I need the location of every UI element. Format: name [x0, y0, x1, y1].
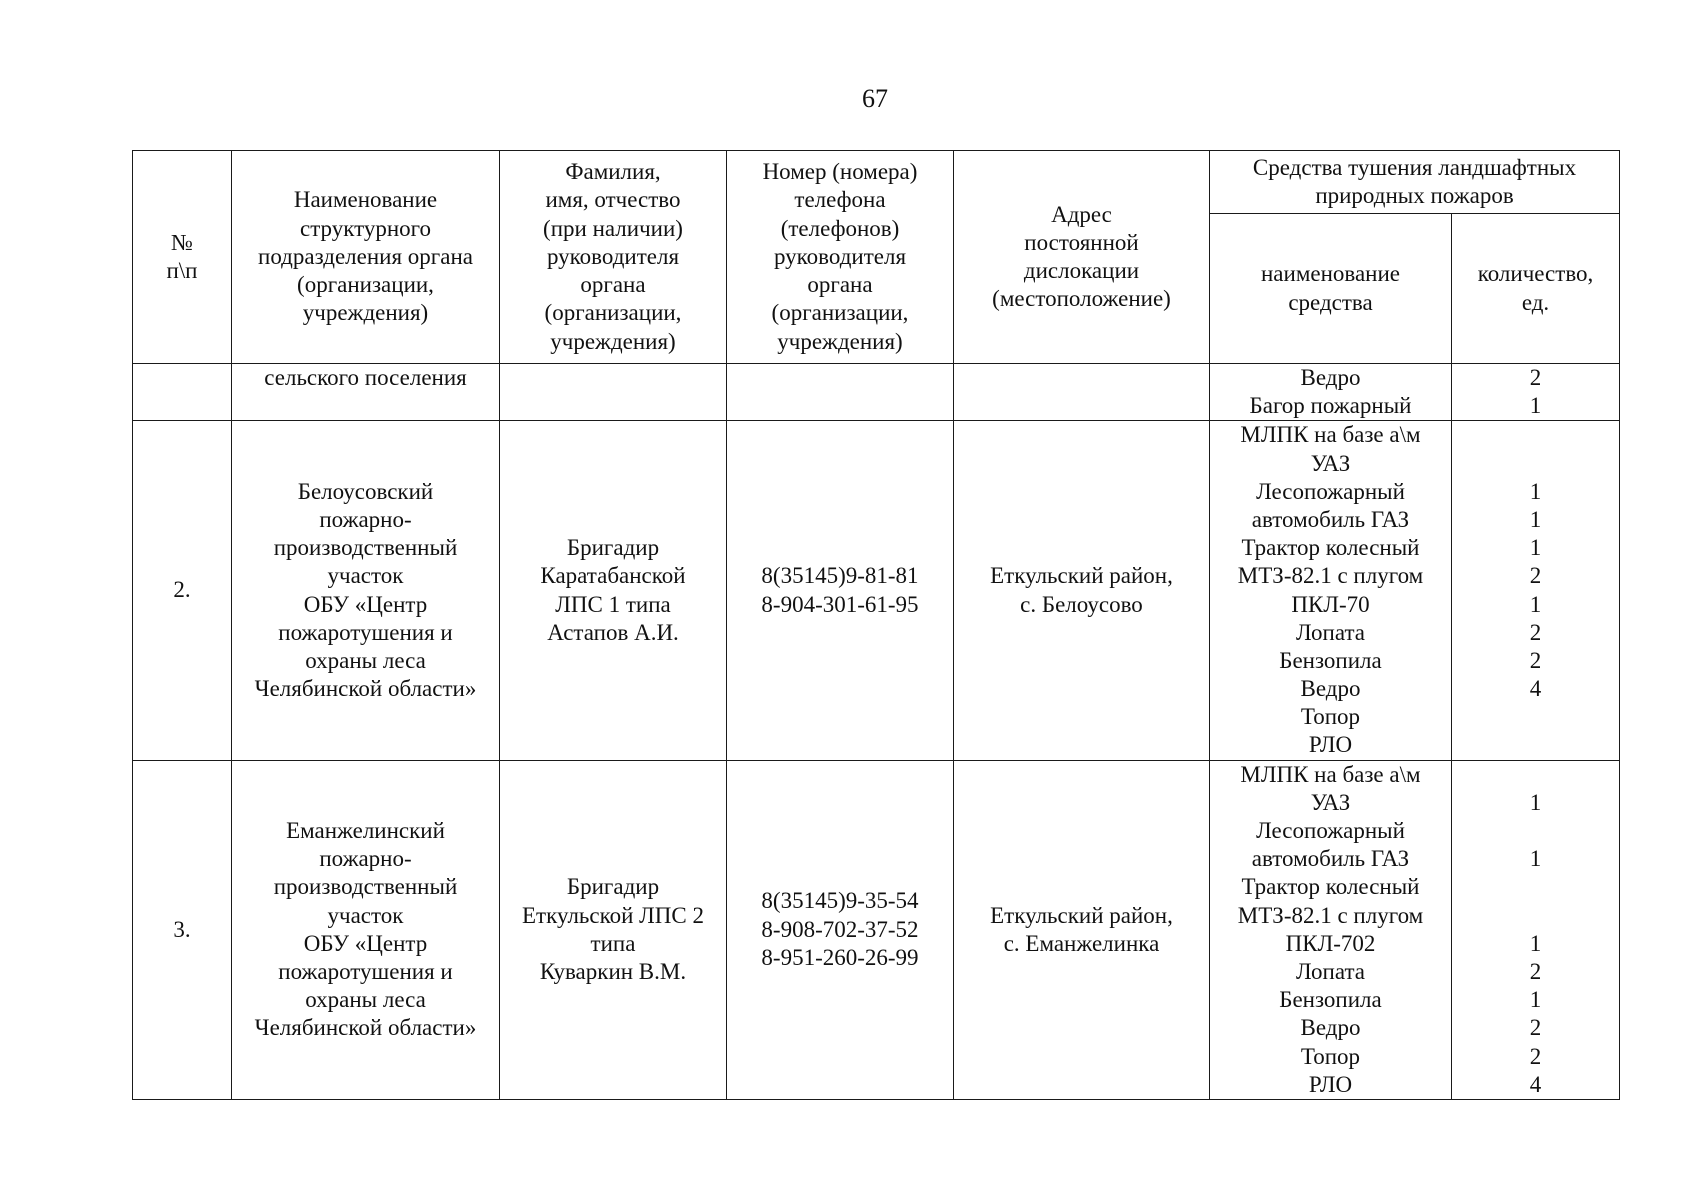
qty-item: 2	[1529, 563, 1542, 589]
row-address	[954, 364, 1210, 421]
means-item: ПКЛ-70	[1291, 591, 1370, 617]
header-line: ед.	[1521, 289, 1550, 315]
means-item: Лесопожарный	[1256, 818, 1405, 843]
row-head	[500, 421, 727, 760]
row-name-line: пожаротушения и	[278, 619, 453, 645]
row-name-line: пожарно-	[319, 506, 412, 532]
means-item: автомобиль ГАЗ	[1251, 846, 1410, 872]
row-head	[500, 760, 727, 1099]
header-address	[954, 151, 1210, 364]
row-name-line: производственный	[273, 874, 458, 900]
row-phones	[727, 364, 954, 421]
row-name-line: пожарно-	[319, 846, 412, 872]
header-line: наименование	[1261, 261, 1400, 287]
header-line: органа	[807, 272, 873, 298]
header-line: (организации,	[297, 272, 434, 298]
means-item: Лесопожарный	[1256, 478, 1405, 504]
header-line: учреждения)	[777, 328, 903, 354]
row-num-value: 3.	[173, 916, 191, 942]
means-item: МЛПК на базе а\м	[1240, 761, 1421, 787]
row-name-line: производственный	[273, 535, 458, 561]
qty-item: 1	[1529, 789, 1542, 815]
means-item: Лопата	[1296, 958, 1365, 984]
qty-item: 1	[1529, 506, 1542, 532]
header-line: (организации,	[544, 300, 682, 326]
qty-item: 1	[1529, 393, 1542, 419]
row-name-line: участок	[327, 902, 404, 928]
row-phones-line: 8(35145)9-81-81	[761, 563, 919, 589]
qty-item	[1452, 761, 1619, 789]
header-line: Фамилия,	[565, 159, 661, 185]
row-head-line: Бригадир	[566, 535, 660, 561]
row-head	[500, 364, 727, 421]
row-name-line: участок	[327, 563, 404, 589]
header-line: Средства тушения ландшафтных	[1252, 154, 1577, 180]
qty-item	[1452, 817, 1619, 845]
means-item: Ведро	[1300, 365, 1361, 390]
row-head-line: типа	[590, 930, 636, 956]
means-item: РЛО	[1308, 732, 1353, 758]
row-address	[954, 421, 1210, 760]
means-item: Трактор колесный	[1241, 874, 1420, 900]
header-head	[500, 151, 727, 364]
means-item: МЛПК на базе а\м	[1240, 422, 1421, 448]
row-head-line: Астапов А.И.	[547, 619, 679, 645]
row-qty	[1452, 421, 1620, 760]
row-name-line: пожаротушения и	[278, 958, 453, 984]
means-item: РЛО	[1308, 1071, 1353, 1097]
header-means-name	[1210, 214, 1452, 364]
row-name	[232, 421, 500, 760]
qty-item: 2	[1529, 1043, 1542, 1069]
row-address-line: Еткульский район,	[990, 563, 1173, 589]
row-qty	[1452, 760, 1620, 1099]
row-phones-line: 8-904-301-61-95	[761, 591, 919, 617]
header-phone	[727, 151, 954, 364]
header-line: (при наличии)	[543, 215, 683, 241]
row-num-value: 2.	[173, 577, 191, 603]
qty-item	[1452, 703, 1619, 731]
means-item: Багор пожарный	[1249, 393, 1412, 419]
row-name-line: Еманжелинский	[286, 817, 445, 843]
row-phones	[727, 760, 954, 1099]
means-item: Ведро	[1300, 676, 1361, 702]
means-item: автомобиль ГАЗ	[1251, 506, 1410, 532]
row-num	[133, 364, 232, 421]
qty-item: 1	[1529, 846, 1542, 872]
qty-item: 2	[1529, 958, 1542, 984]
row-means	[1210, 760, 1452, 1099]
means-item: Топор	[1300, 1043, 1361, 1069]
qty-item: 1	[1529, 987, 1542, 1013]
qty-item	[1452, 731, 1619, 759]
row-name-line: ОБУ «Центр	[303, 930, 428, 956]
header-line: имя, отчество	[545, 187, 681, 213]
row-qty	[1452, 364, 1620, 421]
row-num	[133, 421, 232, 760]
qty-item: 1	[1529, 591, 1542, 617]
row-head-line: Куваркин В.М.	[539, 958, 687, 984]
means-item: Ведро	[1300, 1015, 1361, 1041]
page-number: 67	[862, 84, 888, 113]
row-address-line: Еткульский район,	[990, 902, 1173, 928]
header-line: постоянной	[1024, 229, 1139, 255]
header-line: (организации,	[771, 300, 909, 326]
row-head-line: Бригадир	[566, 874, 660, 900]
means-item: МТЗ-82.1 с плугом	[1237, 902, 1424, 928]
means-item: Бензопила	[1279, 987, 1382, 1013]
header-line: природных пожаров	[1315, 183, 1514, 208]
means-item: Лопата	[1296, 619, 1365, 645]
qty-item	[1452, 873, 1619, 901]
fire-means-table	[132, 150, 1620, 1100]
table-row	[133, 421, 1620, 760]
row-head-line: ЛПС 1 типа	[555, 591, 671, 617]
header-line: дислокации	[1023, 258, 1140, 283]
header-line: руководителя	[546, 243, 680, 269]
row-head-line: Еткульской ЛПС 2	[522, 902, 704, 928]
row-name-line: Челябинской области»	[254, 1015, 477, 1041]
row-name-line: ОБУ «Центр	[303, 591, 428, 617]
qty-item: 1	[1529, 535, 1542, 561]
qty-item: 4	[1529, 676, 1542, 702]
header-line: органа	[580, 272, 646, 298]
header-num	[133, 151, 232, 364]
row-name-line: Белоусовский	[297, 478, 434, 504]
row-address-line: с. Еманжелинка	[1003, 930, 1160, 956]
qty-item: 2	[1529, 619, 1542, 645]
row-name-line: Челябинской области»	[254, 676, 477, 702]
qty-item: 2	[1529, 647, 1542, 673]
qty-item: 2	[1529, 1015, 1542, 1041]
row-address	[954, 760, 1210, 1099]
row-name-line: охраны леса	[305, 987, 426, 1013]
means-item: УАЗ	[1310, 789, 1351, 815]
header-line: руководителя	[773, 243, 907, 269]
row-phones-line: 8(35145)9-35-54	[761, 888, 919, 914]
header-name	[232, 151, 500, 364]
row-num	[133, 760, 232, 1099]
means-item: Топор	[1300, 704, 1361, 730]
means-item: УАЗ	[1310, 450, 1351, 476]
row-address-line: с. Белоусово	[1020, 591, 1143, 617]
means-item: Бензопила	[1279, 647, 1382, 673]
qty-item: 1	[1529, 478, 1542, 504]
qty-item	[1452, 421, 1619, 449]
header-line: средства	[1288, 289, 1373, 315]
row-name-line: охраны леса	[305, 647, 426, 673]
means-item: ПКЛ-702	[1285, 930, 1376, 956]
header-line: структурного	[299, 215, 432, 241]
means-item: Трактор колесный	[1241, 535, 1420, 561]
row-phones-line: 8-908-702-37-52	[761, 916, 919, 942]
header-line: (местоположение)	[992, 286, 1171, 312]
header-line: учреждения)	[550, 328, 676, 354]
header-line: Номер (номера)	[762, 159, 918, 185]
row-name	[232, 364, 500, 421]
header-line: подразделения органа	[258, 243, 473, 269]
header-line: телефона	[794, 187, 886, 213]
row-phones-line: 8-951-260-26-99	[761, 944, 919, 970]
qty-item	[1452, 902, 1619, 930]
qty-item: 1	[1529, 930, 1542, 956]
qty-item: 4	[1529, 1071, 1542, 1097]
header-line: Адрес	[1051, 201, 1112, 227]
header-line: Наименование	[293, 187, 438, 213]
row-name-line: сельского поселения	[264, 365, 467, 390]
row-head-line: Каратабанской	[540, 563, 686, 589]
header-line: п\п	[166, 258, 198, 283]
row-means	[1210, 364, 1452, 421]
header-line: количество,	[1477, 261, 1594, 287]
qty-item: 2	[1529, 365, 1542, 390]
qty-item	[1452, 450, 1619, 478]
header-line: учреждения)	[302, 300, 429, 326]
header-line: (телефонов)	[780, 215, 900, 241]
header-means-qty	[1452, 214, 1620, 364]
header-line: №	[171, 229, 193, 255]
row-means	[1210, 421, 1452, 760]
table-row	[133, 760, 1620, 1099]
row-phones	[727, 421, 954, 760]
table-row	[133, 364, 1620, 421]
means-item: МТЗ-82.1 с плугом	[1237, 563, 1424, 589]
row-name	[232, 760, 500, 1099]
header-means-group	[1210, 151, 1620, 214]
